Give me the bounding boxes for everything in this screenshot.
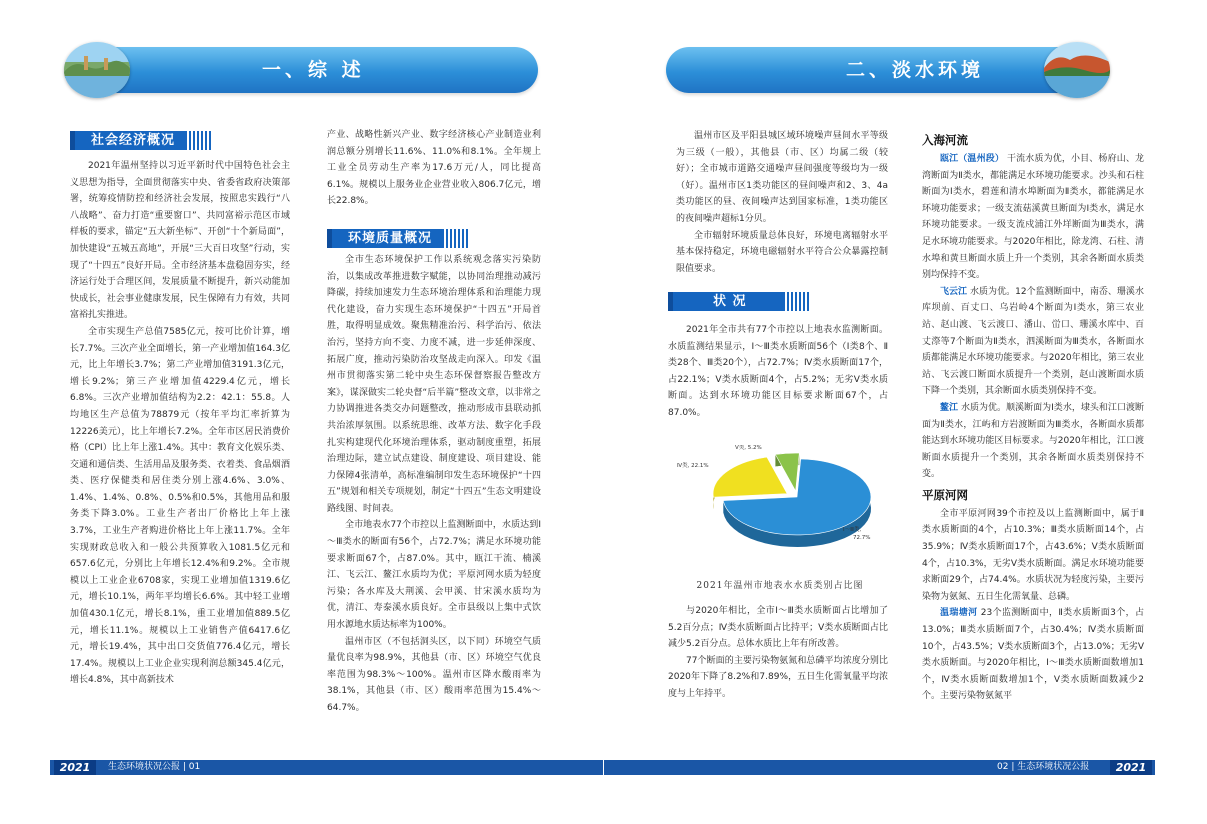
- section-title: 状 况: [713, 294, 747, 309]
- banner-title: 一、综 述: [262, 59, 365, 81]
- water-quality-pie-chart: [673, 445, 885, 573]
- river-name: 飞云江: [940, 286, 968, 297]
- section-head-status: [668, 292, 815, 311]
- left-page: [0, 0, 603, 824]
- lake-photo: [1044, 42, 1110, 98]
- paragraph: 温州市区及平阳县城区域环境噪声昼间水平等级为三级（一般），其他县（市、区）均属二级（较好）；全市城市道路交通噪声昼间强度等级均为一级（好）。温州市区1类功能区的昼间噪声和2、3、4a类功能区的昼、夜间噪声达到国家标准，1类功能区的夜间噪声超标1分贝。: [676, 131, 888, 224]
- pie-data-label: Ⅰ～Ⅲ类, 72.7%: [843, 527, 871, 541]
- column-3-top: [676, 128, 888, 277]
- subheading: 入海河流: [922, 133, 968, 147]
- landscape-photo: [64, 42, 130, 98]
- banner-title: 二、淡水环境: [846, 59, 985, 81]
- paragraph: 水质为优。12个监测断面中，南岙、珊溪水库坝前、百丈口、乌岩岭4个断面为Ⅰ类水，第三农业站、赵山渡、飞云渡口、潘山、峃口、珊溪水库中、百丈漈等7个断面为Ⅱ类水，泗溪断面为Ⅲ类水，各断面水质都能满足水环境功能要求。与2020年相比，第三农业站、飞云渡口断面水质提升一个类别，赵山渡断面水质下降一个类别，其余断面水质类别保持不变。: [922, 286, 1144, 397]
- pie-chart-svg: [673, 445, 885, 573]
- paragraph: 77个断面的主要污染物氨氮和总磷平均浓度分别比2020年下降了8.2%和7.89%，五日生化需氧量平均浓度与上年持平。: [668, 655, 888, 699]
- paragraph: 全市辐射环境质量总体良好，环境电离辐射水平基本保持稳定，环境电磁辐射水平符合公众暴露控制限值要求。: [676, 230, 888, 274]
- paragraph: 温州市区（不包括洞头区，以下同）环境空气质量优良率为98.9%，其他县（市、区）环境空气优良率范围为98.3%～100%。温州市区降水酸雨率为38.1%，其他县（市、区）酸雨率范围为15.4%～64.7%。: [327, 636, 541, 713]
- river-name: 瓯江（温州段）: [940, 154, 1004, 164]
- section-head-social-economy: [70, 131, 217, 150]
- section-banner-overview: [72, 47, 538, 93]
- paragraph: 全市生态环境保护工作以系统观念落实污染防治，以集成改革推进数字赋能，以协同治理推动减污降碳，持续加速发力生态环境治理体系和治理能力现代化建设，奋力实现生态环境保护“十四五”开局首胜，取得明显成效。聚焦精准治污、科学治污、依法治污，坚持方向不变、力度不减，进一步延伸深度、拓展广度，推动污染防治攻坚战走向深入。印发《温州市贯彻落实第二轮中央生态环保督察报告整改方案》，谋深做实二轮央督“后半篇”整改文章，以非常之力协调推进各类交办问题整改，推动形成市县联动抓共治浓厚氛围。以系统思维、改革方法、数字化手段扎实构建现代化环境治理体系，驱动制度重塑，拓展治理边际，建立试点建设、制度建设、项目建设、能力保障4张清单，高标准编制印发生态环境保护“十四五”规划和相关专项规划，制定“十四五”生态文明建设路线图、时间表。: [327, 254, 541, 514]
- column-1: [70, 158, 290, 689]
- column-3-bottom: [668, 603, 888, 703]
- paragraph: 与2020年相比，全市Ⅰ～Ⅲ类水质断面占比增加了5.2百分点；Ⅳ类水质断面占比持平；Ⅴ类水质断面占比减少5.2百分点。总体水质比上年有所改善。: [668, 606, 888, 650]
- river-name: 鳌江: [940, 402, 959, 413]
- paragraph: 全市实现生产总值7585亿元，按可比价计算，增长7.7%。三次产业全面增长，第一产业增加值164.3亿元，比上年增长3.7%；第二产业增加值3191.3亿元，增长9.2%；第三产业增加值4229.4亿元，增长6.8%。三次产业增加值结构为2.2：42.1：55.8。人均地区生产总值为78879元（按年平均汇率折算为12226美元），比上年增长7.2%。全年市区居民消费价格（CPI）比上年上涨1.4%。其中：教育文化娱乐类、交通和通信类、生活用品及服务类、衣着类、食品烟酒类、医疗保健类和居住类分别上涨4.6%、3.0%、1.4%、1.4%、0.8%、0.5%和0.5%，其他用品和服务类下降3.0%。工业生产者出厂价格比上年上涨3.7%，工业生产者购进价格比上年上涨11.7%。全年实现财政总收入和一般公共预算收入1081.5亿元和657.6亿元，分别比上年增长12.4%和9.2%。全市规模以上工业企业6708家，实现工业增加值1319.6亿元，增长10.1%，两年平均增长6.6%。其中轻工业增加值430.1亿元，增长8.1%，重工业增加值889.5亿元，增长11.1%。规模以上工业销售产值6417.6亿元，增长19.4%，其中出口交货值776.4亿元，增长17.4%。规模以上工业企业实现利润总额345.4亿元，增长4.8%，其中高新技术: [70, 326, 290, 686]
- paragraph: 水质为优。顺溪断面为Ⅰ类水，埭头和江口渡断面为Ⅱ类水，江屿和方岩渡断面为Ⅲ类水，各断面水质都能达到水环境功能区目标要求。与2020年相比，江口渡断面水质提升一个类别，其余各断面水质类别保持不变。: [922, 402, 1144, 480]
- paragraph: 干流水质为优，小目、杨府山、龙湾断面为Ⅱ类水，都能满足水环境功能要求。沙头和石柱断面为Ⅰ类水，碧莲和清水埠断面为Ⅱ类水，都能满足水环境功能要求；一级支流菇溪黄旦断面为Ⅰ类水，满足水环境功能要求。一级支流戍浦江外垟断面为Ⅲ类水，满足水环境功能要求。与2020年相比，除龙湾、石柱、清水埠和黄旦断面水质上升一个类别，其余各断面水质类别均保持不变。: [922, 154, 1144, 281]
- pie-data-label: Ⅳ类, 22.1%: [677, 463, 709, 469]
- river-name: 温瑞塘河: [940, 608, 978, 619]
- section-title: 环境质量概况: [348, 231, 433, 246]
- footer-text: 02 | 生态环境状况公报: [997, 762, 1090, 772]
- pie-data-label: Ⅴ类, 5.2%: [735, 445, 762, 451]
- column-3-status: [668, 322, 888, 422]
- paragraph: 全市平原河网39个市控及以上监测断面中，属于Ⅱ类水质断面的4个，占10.3%；Ⅲ类水质断面14个，占35.9%；Ⅳ类水质断面17个，占43.6%；Ⅴ类水质断面4个，占10.3%，无劣Ⅴ类水质断面。满足水环境功能要求断面29个，占74.4%。水质状况为轻度污染，主要污染物为氨氮、五日生化需氧量、总磷。: [922, 508, 1144, 602]
- chart-caption: 2021年温州市地表水水质类别占比图: [696, 581, 864, 591]
- column-2: [327, 127, 541, 717]
- footer-text: 生态环境状况公报 | 01: [108, 762, 201, 772]
- subheading: 平原河网: [922, 487, 968, 502]
- section-banner-freshwater: [666, 47, 1092, 93]
- section-head-env-quality: [327, 229, 474, 248]
- paragraph: 2021年全市共有77个市控以上地表水监测断面。水质监测结果显示，Ⅰ～Ⅲ类水质断面56个（Ⅰ类8个、Ⅱ类28个、Ⅲ类20个），占72.7%；Ⅳ类水质断面17个，占22.1%；Ⅴ类水质断面4个，占5.2%；无劣Ⅴ类水质断面。达到水环境功能区目标要求断面67个，占87.0%。: [668, 325, 888, 418]
- column-4: [922, 128, 1144, 705]
- right-page: [604, 0, 1207, 824]
- paragraph: 2021年温州坚持以习近平新时代中国特色社会主义思想为指导，全面贯彻落实中央、省委省政府决策部署，统筹疫情防控和经济社会发展，按照忠实践行“八八战略”、奋力打造“重要窗口”、共同富裕示范区市域样板的要求，锚定“五大新坐标”、开创“十个新局面”，加快建设“五城五高地”，开展“三大百日攻坚”行动，实现了“十四五”良好开局。全市经济基本盘稳固夯实，经济运行处于合理区间，发展质量不断提升，新兴动能加快成长，社会事业健康发展，民生保障有力有效，共同富裕扎实推进。: [70, 161, 290, 321]
- footer-year: 2021: [1110, 760, 1152, 775]
- section-title: 社会经济概况: [91, 133, 176, 148]
- footer-year: 2021: [54, 760, 96, 775]
- paragraph: 全市地表水77个市控以上监测断面中，水质达到Ⅰ～Ⅲ类水的断面有56个，占72.7%；满足水环境功能要求断面67个，占87.0%。其中，瓯江干流、楠溪江、飞云江、鳌江水质均为优；平原河网水质为轻度污染；各水库及大荆溪、会甲溪、甘宋溪水质均为优，清江、寿泰溪水质良好。全市县级以上集中式饮用水源地水质达标率为100%。: [327, 520, 541, 631]
- paragraph: 23个监测断面中，Ⅱ类水质断面3个，占13.0%；Ⅲ类水质断面7个，占30.4%；Ⅳ类水质断面10个，占43.5%；Ⅴ类水质断面3个，占13.0%；无劣Ⅴ类水质断面。与2020年相比，Ⅰ～Ⅲ类水质断面数增加1个，Ⅳ类水质断面数增加1个，Ⅴ类水质断面数减少2个。主要污染物氨氮平: [922, 608, 1144, 702]
- paragraph: 产业、战略性新兴产业、数字经济核心产业制造业利润总额分别增长11.6%、11.0%和8.1%。全年规上工业全员劳动生产率为17.6万元/人，同比提高6.1%。规模以上服务业企业营业收入806.7亿元，增长22.8%。: [327, 130, 541, 207]
